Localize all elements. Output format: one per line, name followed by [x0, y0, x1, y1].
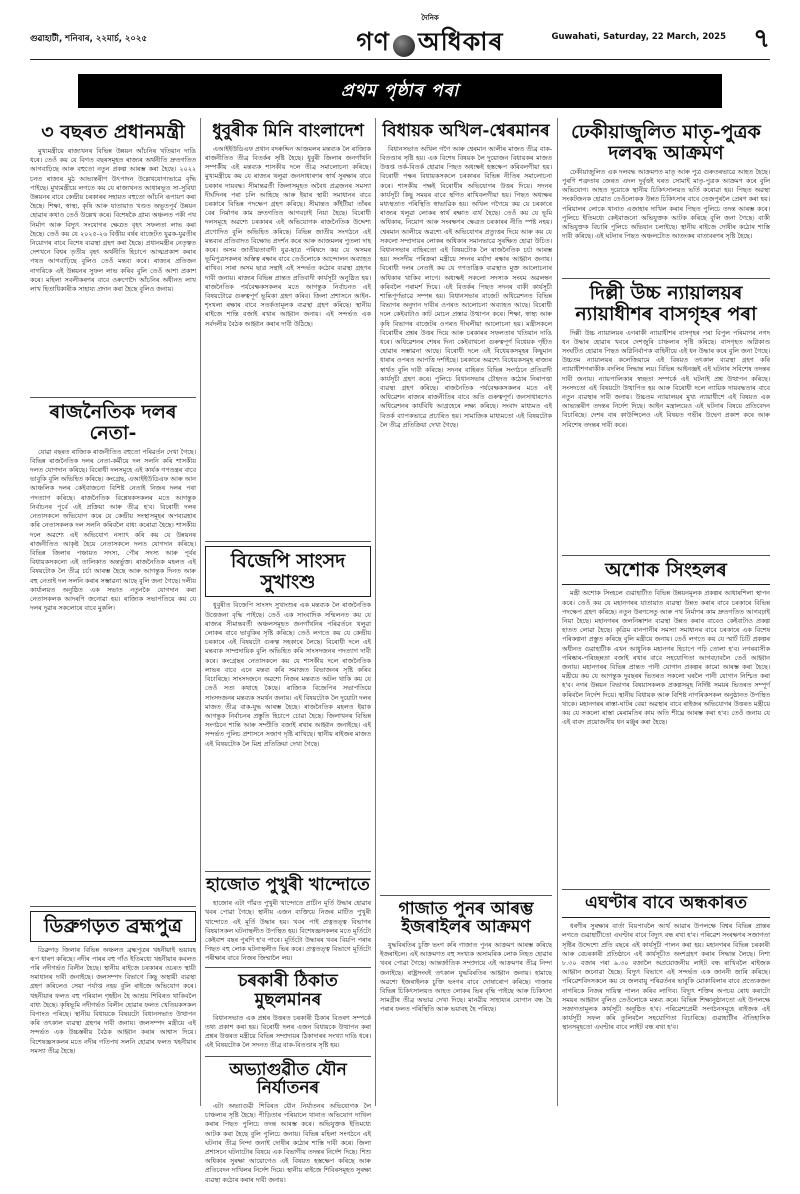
column-divider	[200, 118, 201, 1106]
article-ashok-singhal	[562, 560, 770, 886]
divider	[30, 397, 196, 398]
section-banner: প্ৰথম পৃষ্ঠাৰ পৰা	[78, 74, 722, 108]
page-header	[30, 8, 770, 60]
article-body: বিধানসভাত অখিল গগৈ আৰু শ্বেৰমান আলীৰ মাজত তীব্ৰ বাক-বিতণ্ডাৰ সৃষ্টি হয়। এক বিশেষ বিষয়ক লৈ দুয়োজন বিধায়কৰ মাজত উত্তপ্ত তৰ্ক-বিতৰ্ক হোৱাৰ পিছত অধ্যক্ষই হস্তক্ষেপ কৰিবলগীয়া হয়। বিৰোধী পক্ষৰ বিধায়কসকলে চৰকাৰৰ বিভিন্ন নীতিৰ সমালোচনা কৰে। শাসকীয় পক্ষই বিৰোধীৰ অভিযোগৰ উত্তৰ দিয়ে। সদনৰ কাৰ্যসূচী কিছু সময়ৰ বাবে স্থগিত ৰাখিবলগীয়া হয়। পিছত অধ্যক্ষৰ মধ্যস্থতাত পৰিস্থিতি স্বাভাৱিক হয়। অখিল গগৈয়ে কয় যে চৰকাৰে ৰাজ্যৰ থলুৱা লোকৰ স্বাৰ্থ ৰক্ষাত ব্যৰ্থ হৈছে। তেওঁ কয় যে ভূমি অধিকাৰ, নিয়োগ আৰু সংৰক্ষণৰ ক্ষেত্ৰত চৰকাৰৰ নীতি স্পষ্ট নহয়। শ্বেৰমান আলীয়ে অৱশ্যে এই অভিযোগৰ প্ৰত্যুত্তৰ দিয়ে আৰু কয় যে সকলো সম্প্ৰদায়ৰ লোকৰ অধিকাৰ সমানভাৱে সুৰক্ষিত হোৱা উচিত। বিধানসভাৰ বাহিৰতো এই বিষয়টোক লৈ ৰাজনৈতিক চৰ্চা আৰম্ভ হয়। সংসদীয় পৰিক্ৰমা মন্ত্ৰীয়ে সদনৰ মৰ্যাদা ৰক্ষাৰ আহ্বান জনায়। বিৰোধী দলৰ নেতাই কয় যে গণতান্ত্ৰিক ব্যৱস্থাত মুক্ত আলোচনাৰ অধিকাৰ থাকিব লাগে। অধ্যক্ষই সকলো সদস্যক সংযম অৱলম্বন কৰিবলৈ পৰামৰ্শ দিয়ে। এই বিতৰ্কৰ পিছত সদনৰ বাকী কাৰ্যসূচী শান্তিপূৰ্ণভাৱে সম্পন্ন হয়। বিধানসভাৰ বাজেট অধিৱেশনত বিভিন্ন বিভাগৰ অনুদান দাবীৰ ওপৰত আলোচনা অব্যাহত আছে। বিৰোধী দলে কেইবাটাও কাট মোচন প্ৰস্তাৱ উত্থাপন কৰে। শিক্ষা, স্বাস্থ্য আৰু কৃষি বিভাগৰ বাজেটৰ ওপৰত দীঘলীয়া আলোচনা হয়। মন্ত্ৰীসকলে বিৰোধীৰ প্ৰশ্নৰ উত্তৰ দিয়ে আৰু চৰকাৰৰ সফলতাৰ খতিয়ান দাঙি ধৰে। অধিৱেশনৰ শেষৰ দিনা কেইবাখনো গুৰুত্বপূৰ্ণ বিধেয়ক গৃহীত হোৱাৰ সম্ভাৱনা আছে। বিৰোধী দলে এই বিধেয়কসমূহৰ কিছুমান ধাৰাৰ ওপৰত আপত্তি দৰ্শাইছে। চৰকাৰে অৱশ্যে বিধেয়কসমূহ ৰাজ্যৰ স্বাৰ্থত বুলি দাবী কৰিছে। সদনৰ বাহিৰত বিভিন্ন সংগঠনে প্ৰতিবাদী কাৰ্যসূচী গ্ৰহণ কৰে। পুলিচে বিধানসভাৰ চৌহদত কঠোৰ নিৰাপত্তা ব্যৱস্থা গ্ৰহণ কৰিছে। ৰাজনৈতিক পৰ্যবেক্ষকসকলৰ মতে এই অধিৱেশন ৰাজ্যৰ ৰাজনীতিৰ বাবে অতি গুৰুত্বপূৰ্ণ। জনসাধাৰণেও অধিৱেশনৰ কাৰ্যবিধি আগ্ৰহেৰে লক্ষ্য কৰিছে। সংবাদ মাধ্যমত এই বিতৰ্ক ব্যাপকভাৱে প্ৰচাৰিত হয়। সামাজিক মাধ্যমতো এই বিষয়টোক লৈ তীব্ৰ প্ৰতিক্ৰিয়া দেখা গৈছে।	[380, 144, 552, 429]
article-high-court	[562, 283, 770, 551]
divider	[30, 906, 196, 907]
article-body: এটা অভ্যাগুৱী শিবিৰত যৌন নিৰ্যাতনৰ অভিযোগক লৈ চাঞ্চল্যৰ সৃষ্টি হৈছে। পীড়িতাৰ পৰিয়ালে থানাত অভিযোগ দাখিল কৰাৰ পিছত পুলিচে তদন্ত আৰম্ভ কৰে। অভিযুক্তক ইতিমধ্যে আটক কৰা হৈছে বুলি পুলিচে জনায়। বিভিন্ন মহিলা সংগঠনে এই ঘটনাৰ তীব্ৰ নিন্দা জনাই দোষীৰ কঠোৰ শাস্তি দাবী কৰে। জিলা প্ৰশাসনে ঘটনাটোৰ বিষয়ে এক বিভাগীয় তদন্তৰ নিৰ্দেশ দিছে। শিশু অধিকাৰ সুৰক্ষা আয়োগেও এই বিষয়ত হস্তক্ষেপ কৰিছে আৰু প্ৰতিবেদন দাখিলৰ নিৰ্দেশ দিয়ে। স্থানীয় ৰাইজে শিবিৰসমূহত সুৰক্ষা ব্যৱস্থা কঠোৰ কৰাৰ দাবী জনায়।	[205, 1101, 371, 1184]
page-number: ৭	[753, 24, 770, 54]
date-bengali: গুৱাহাটী, শনিবাৰ, ২২মাৰ্চ, ২০২৫	[30, 34, 147, 44]
column-divider	[375, 118, 376, 1106]
column-4	[562, 118, 770, 1134]
article-mini-bangladesh	[205, 122, 371, 537]
article-body: যোৱা বছৰত ৰাজ্যিক ৰাজনীতিত বহুতো পৰিৱৰ্তন দেখা গৈছে। বিভিন্ন ৰাজনৈতিক দলৰ নেতা-কৰ্মীয়ে দল সলনি কৰি শাসকীয় দলত যোগদান কৰিছে। বিৰোধী দলসমূহে এই কাৰ্যক গণতন্ত্ৰৰ বাবে ভাবুকি বুলি অভিহিত কৰিছে। কংগ্ৰেছ, এআইইউডিএফ আৰু আন আঞ্চলিক দলৰ কেইবাজনো বিশিষ্ট নেতাই নিজৰ দলৰ পৰা পদত্যাগ কৰিছে। ৰাজনৈতিক বিশ্লেষকসকলৰ মতে আগন্তুক নিৰ্বাচনৰ পূৰ্বে এই প্ৰক্ৰিয়া আৰু তীব্ৰ হ'ব। বিৰোধী দলৰ নেতাসকলে অভিযোগ কৰে যে কেন্দ্ৰীয় সংস্থাসমূহৰ অপব্যৱহাৰ কৰি নেতাসকলক দল সলনি কৰিবলৈ বাধ্য কৰোৱা হৈছে। শাসকীয় দলে অৱশ্যে এই অভিযোগ নস্যাৎ কৰি কয় যে উন্নয়নৰ ৰাজনীতিত আকৃষ্ট হৈয়ে নেতাসকলে দলত যোগদান কৰিছে। বিভিন্ন জিলাৰ পঞ্চায়ত সদস্য, পৌৰ সদস্য আৰু পূৰ্বৰ বিধায়কসকলো এই তালিকাত অন্তৰ্ভুক্ত। ৰাজনৈতিক মহলত এই বিষয়টোক লৈ তীব্ৰ চৰ্চা আৰম্ভ হৈছে আৰু আগন্তুক দিনত আৰু বহু নেতাই দল সলনি কৰাৰ সম্ভাৱনা আছে বুলি জনা গৈছে। দলীয় কাৰ্যালয়ত অনুষ্ঠিত এক সভাত নতুনকৈ যোগদান কৰা নেতাসকলক আদৰণি জনোৱা হয়। ৰাজ্যিক সভাপতিয়ে কয় যে দলৰ দুৱাৰ সকলোৰে বাবে মুকলি।	[30, 447, 196, 613]
column-3	[380, 118, 552, 1077]
article-headline: ডিব্ৰুগড়ত ব্ৰহ্মপুত্ৰ	[30, 911, 196, 942]
article-headline: ৰাজনৈতিক দলৰ নেতা-	[49, 400, 177, 444]
article-mother-son	[562, 122, 770, 274]
article-body: এআইইউডিএফ প্ৰধান বদৰুদ্দিন আজমলৰ মন্তব্যক লৈ ৰাজ্যিক ৰাজনীতিত তীব্ৰ বিতৰ্কৰ সৃষ্টি হৈছে। ধুবুৰী জিলাৰ জনগাঁথনি সম্পৰ্কীয় এই মন্তব্যক শাসকীয় দলে তীব্ৰ সমালোচনা কৰিছে। মুখ্যমন্ত্ৰীয়ে কয় যে ৰাজ্যৰ থলুৱা জনসাধাৰণৰ স্বাৰ্থ সুৰক্ষাৰ বাবে চৰকাৰ দায়বদ্ধ। সীমান্তৱৰ্তী জিলাসমূহত অবৈধ প্ৰব্ৰজনৰ সমস্যা দীৰ্ঘদিনৰ পৰা চলি আহিছে আৰু ইয়াৰ স্থায়ী সমাধানৰ বাবে চৰকাৰে বিভিন্ন পদক্ষেপ গ্ৰহণ কৰিছে। সীমান্তত কাঁইটীয়া তাঁৰৰ বেৰ নিৰ্মাণৰ কাম দ্ৰুতগতিত আগবঢ়াই নিয়া হৈছে। বিৰোধী দলসমূহে অৱশ্যে চৰকাৰৰ এই অভিযোগক ৰাজনৈতিক উদ্দেশ্য প্ৰণোদিত বুলি অভিহিত কৰিছে। বিভিন্ন জাতীয় সংগঠনে এই মন্তব্যৰ প্ৰতিবাদত বিক্ষোভ প্ৰদৰ্শন কৰে আৰু আজমলৰ পুতলা দাহ কৰে। অসম জাতীয়তাবাদী যুৱ-ছাত্ৰ পৰিষদে কয় যে অসমৰ ভূমিপুত্ৰসকলৰ অস্তিত্ব ৰক্ষাৰ বাবে তেওঁলোকে আন্দোলন অব্যাহত ৰাখিব। সাৰা অসম ছাত্ৰ সন্থাই এই সন্দৰ্ভত কঠোৰ ব্যৱস্থা গ্ৰহণৰ দাবী জনায়। ৰাজ্যৰ বিভিন্ন প্ৰান্তত প্ৰতিবাদী কাৰ্যসূচী অনুষ্ঠিত হয়। ৰাজনৈতিক পৰ্যবেক্ষকসকলৰ মতে আগন্তুক নিৰ্বাচনত এই বিষয়টোৱে গুৰুত্বপূৰ্ণ ভূমিকা গ্ৰহণ কৰিব। জিলা প্ৰশাসনে আইন-শৃংখলা ৰক্ষাৰ বাবে সতৰ্কতামূলক ব্যৱস্থা গ্ৰহণ কৰিছে। স্থানীয় ৰাইজে শান্তি বজাই ৰখাৰ আহ্বান জনায়। এই সন্দৰ্ভত এক সৰ্বদলীয় বৈঠক আহ্বান কৰাৰ দাবী উঠিছে।	[205, 144, 371, 328]
article-dibrugarh	[30, 911, 196, 1104]
article-body: বিধানসভাত এক প্ৰশ্নৰ উত্তৰত চৰকাৰী ঠিকাৰ বিতৰণ সম্পৰ্কে তথ্য প্ৰকাশ কৰা হয়। বিৰোধী দলৰ এজন বিধায়কে উত্থাপন কৰা প্ৰশ্নৰ উত্তৰত মন্ত্ৰীয়ে বিভিন্ন সম্প্ৰদায়ৰ ঠিকাদাৰৰ সংখ্যা দাঙি ধৰে। এই বিষয়টোক লৈ সদনত তীব্ৰ বাক-বিতণ্ডাৰ সৃষ্টি হয়।	[205, 1013, 371, 1050]
article-headline: চৰকাৰী ঠিকাত মুছলমানৰ	[238, 971, 338, 1010]
article-body: মুখ্যমন্ত্ৰীয়ে ৰাজ্যখনৰ বিভিন্ন উন্নয়ন আঁচনিৰ খতিয়ান দাঙি ধৰে। তেওঁ কয় যে বিগত বছৰসমূহত ৰাজ্যৰ অৰ্থনীতি দ্ৰুতগতিত আগবাঢ়িছে আৰু বহুতো নতুন প্ৰকল্প আৰম্ভ কৰা হৈছে। ২০২২ চনত ৰাজ্যৰ মুঠ আভ্যন্তৰীণ উৎপাদন উল্লেখযোগ্যভাৱে বৃদ্ধি পাইছে। মুখ্যমন্ত্ৰীয়ে লগতে কয় যে ৰাজ্যখনত আধাৰভূত সা-সুবিধা উন্নয়নৰ বাবে কেন্দ্ৰীয় চৰকাৰৰ সহায়ত বহুতো আঁচনি ৰূপায়ণ কৰা হৈছে। শিক্ষা, স্বাস্থ্য, কৃষি আৰু যাতায়াত খণ্ডত অভূতপূৰ্ব উন্নয়ন হোৱাৰ কথাও তেওঁ উল্লেখ কৰে। বিশেষকৈ গ্ৰাম্য অঞ্চলত পকী পথ নিৰ্মাণ আৰু বিদ্যুৎ সংযোগৰ ক্ষেত্ৰত বৃহৎ সফলতা লাভ কৰা হৈছে। তেওঁ কয় যে ২০২৫-২৬ বিত্তীয় বৰ্ষৰ বাজেটত যুৱক-যুৱতীৰ নিয়োগৰ বাবে বিশেষ ব্যৱস্থা গ্ৰহণ কৰা হৈছে। প্ৰধানমন্ত্ৰীৰ নেতৃত্বত দেশখনে বিশ্বৰ তৃতীয় বৃহৎ অৰ্থনীতি হিচাপে আত্মপ্ৰকাশ কৰাৰ পথত আগবাঢ়িছে বুলিও তেওঁ মন্তব্য কৰে। ৰাজ্যৰ প্ৰতিজন নাগৰিকে এই উন্নয়নৰ সুফল লাভ কৰিব বুলি তেওঁ আশা প্ৰকাশ কৰে। মহিলা সবলীকৰণৰ বাবে ওৰুণোদৈ আঁচনিৰ অধীনত লাখ লাখ হিতাধিকাৰীক সাহায্য প্ৰদান কৰা হৈছে বুলিও জনায়।	[30, 146, 196, 293]
article-earth-hour	[562, 894, 770, 1134]
article-bjp-mp	[205, 546, 371, 868]
divider	[205, 871, 371, 872]
article-harassment	[205, 1061, 371, 1194]
column-divider	[557, 118, 558, 1106]
divider	[205, 1056, 371, 1057]
column-1	[30, 118, 196, 1104]
article-hajo	[205, 876, 371, 963]
article-headline: বিধায়ক অখিল-শ্বেৰমানৰ	[382, 121, 550, 141]
article-body: ধুবুৰীত বিজেপি সাংসদ সুখাংশুৰ এক মন্তব্যক লৈ ৰাজনৈতিক উত্তেজনা বৃদ্ধি পাইছে। তেওঁ এক সাংবাদিক সন্মিলনত কয় যে ৰাজ্যৰ সীমান্তবৰ্তী অঞ্চলসমূহত জনগাঁথনিৰ পৰিৱৰ্তনে থলুৱা লোকৰ বাবে ভাবুকিৰ সৃষ্টি কৰিছে। তেওঁ লগতে কয় যে কেন্দ্ৰীয় চৰকাৰে এই বিষয়টো গুৰুত্ব সহকাৰে লৈছে। বিৰোধী দলে এই মন্তব্যক সাম্প্ৰদায়িক বুলি অভিহিত কৰি সাংসদজনৰ পদত্যাগ দাবী কৰে। কংগ্ৰেছৰ নেতাসকলে কয় যে শাসকীয় দলে ৰাজনৈতিক লাভৰ বাবে এনে মন্তব্য কৰি সমাজত বিভাজনৰ সৃষ্টি কৰিব বিচাৰিছে। সাংসদজনে অৱশ্যে নিজৰ মন্তব্যত অটল থাকি কয় যে তেওঁ সত্য কথাহে কৈছে। ৰাজ্যিক বিজেপিৰ সভাপতিয়ে সাংসদজনৰ মন্তব্যক সমৰ্থন জনায়। এই বিষয়টোক লৈ দুয়োটা দলৰ মাজত তীব্ৰ বাক-যুদ্ধ আৰম্ভ হৈছে। ৰাজনৈতিক মহলত ইয়াক আগন্তুক নিৰ্বাচনৰ প্ৰস্তুতি হিচাপে চোৱা হৈছে। জিলাখনৰ বিভিন্ন সংগঠনে শান্তি আৰু সম্প্ৰীতি বজাই ৰখাৰ আহ্বান জনাইছে। এই সন্দৰ্ভত পুলিচ প্ৰশাসনে সজাগ দৃষ্টি ৰাখিছে। স্থানীয় ৰাইজৰ মাজত এই বিষয়টোক লৈ মিশ্ৰ প্ৰতিক্ৰিয়া দেখা গৈছে।	[205, 601, 371, 748]
article-headline: ধুবুৰীক মিনি বাংলাদেশ	[212, 121, 364, 141]
article-assembly	[380, 122, 552, 891]
article-body: ধৰণীৰ সুৰক্ষাৰ বাৰ্তা বিয়পাবলৈ আর্থ আৱাৰ উপলক্ষে বিশ্বৰ বিভিন্ন প্ৰান্তৰ লগতে গুৱাহাটীতো এঘণ্টাৰ বাবে বিদ্যুৎ বন্ধ ৰখা হ'ব। পৰিৱেশ সংৰক্ষণৰ সজাগতা সৃষ্টিৰ উদ্দেশ্যে প্ৰতি বছৰে এই কাৰ্যসূচী পালন কৰা হয়। মহানগৰৰ বিভিন্ন চৰকাৰী আৰু বেচৰকাৰী প্ৰতিষ্ঠানে এই কাৰ্যসূচীত অংশগ্ৰহণ কৰাৰ সিদ্ধান্ত লৈছে। নিশা ৮.৩০ বজাৰ পৰা ৯.৩০ বজালৈ অপ্ৰয়োজনীয় লাইট বন্ধ ৰাখিবলৈ ৰাইজক আহ্বান জনোৱা হৈছে। বিদ্যুৎ বিভাগে এই সন্দৰ্ভত এক জাননী জাৰি কৰিছে। পৰিৱেশবিদসকলে কয় যে জলবায়ু পৰিৱৰ্তনৰ ভাবুকি মোকাবিলাৰ বাবে প্ৰত্যেকজন নাগৰিকে নিজৰ দায়িত্ব পালন কৰিব লাগিব। বিদ্যুৎ শক্তিৰ অপচয় ৰোধ কৰাটো সময়ৰ আহ্বান বুলিও তেওঁলোকে মন্তব্য কৰে। বিভিন্ন শিক্ষানুষ্ঠানতো এই উপলক্ষে সজাগতামূলক কাৰ্যসূচী অনুষ্ঠিত হ'ব। পৰিৱেশপ্ৰেমী সংগঠনসমূহে ৰাইজক এই কাৰ্যসূচী সফল কৰি তুলিবলৈ সহযোগিতা বিচাৰিছে। গুৱাহাটীৰ ঐতিহাসিক স্থানসমূহতো এঘণ্টাৰ বাবে লাইট বন্ধ ৰখা হ'ব।	[562, 922, 770, 1032]
article-headline: বিজেপি সাংসদ সুখাংশু	[205, 546, 371, 598]
article-body: যুদ্ধবিৰতিৰ চুক্তি ভংগ কৰি গাজাত পুনৰ আক্ৰমণ আৰম্ভ কৰিছে ইজৰাইলে। এই আক্ৰমণত বহু সংখ্যক অসামৰিক লোক নিহত হোৱাৰ খবৰ পোৱা গৈছে। আন্তৰ্জাতিক সম্প্ৰদায়ে এই আক্ৰমণৰ তীব্ৰ নিন্দা জনাইছে। ৰাষ্ট্ৰসংঘই তৎকাল যুদ্ধবিৰতিৰ আহ্বান জনায়। হামাছে অৱশ্যে ইজৰাইলক চুক্তি ভংগৰ বাবে দোষাৰোপ কৰিছে। গাজাৰ বিভিন্ন চিকিৎসালয়ত আহত লোকৰ ভিৰ বৃদ্ধি পাইছে আৰু চিকিৎসা সামগ্ৰীৰ তীব্ৰ অভাৱ দেখা দিছে। মানৱীয় সাহায্যৰ যোগান বন্ধ হৈ পৰাৰ ফলত পৰিস্থিতি আৰু ভয়াবহ হৈ পৰিছে।	[380, 941, 552, 1014]
divider	[562, 278, 770, 279]
masthead-name-a: গণ	[356, 27, 390, 56]
article-pm	[30, 122, 196, 393]
divider	[205, 967, 371, 968]
article-body: মন্ত্ৰী অশোক সিংহলে গুৱাহাটীত বিভিন্ন উন্নয়নমূলক প্ৰকল্পৰ আধাৰশিলা স্থাপন কৰে। তেওঁ কয় যে মহানগৰৰ যাতায়াত ব্যৱস্থা উন্নত কৰাৰ বাবে চৰকাৰে বিভিন্ন পদক্ষেপ গ্ৰহণ কৰিছে। নতুন উৰণসেতু আৰু পথ নিৰ্মাণৰ কাম দ্ৰুতগতিত আগবঢ়াই নিয়া হৈছে। মহানগৰৰ জলনিষ্কাশন ব্যৱস্থা উন্নত কৰাৰ বাবেও কেইবাটাও প্ৰকল্প হাতত লোৱা হৈছে। কৃত্ৰিম বানপানীৰ সমস্যা সমাধানৰ বাবে চৰকাৰে এক বিশেষ পৰিকল্পনা প্ৰস্তুত কৰিছে বুলি মন্ত্ৰীয়ে জনায়। তেওঁ লগতে কয় যে স্মাৰ্ট চিটি প্ৰকল্পৰ অধীনত গুৱাহাটীক এখন আধুনিক মহানগৰ হিচাপে গঢ়ি তোলা হ'ব। নগৰবাসীক পৰিষ্কাৰ-পৰিচ্ছন্নতা বজাই ৰখাৰ বাবে সহযোগিতা আগবঢ়াবলৈ তেওঁ আহ্বান জনায়। মহানগৰৰ বিভিন্ন প্ৰান্তত পানী যোগান প্ৰকল্পৰ কামো আৰম্ভ কৰা হৈছে। মন্ত্ৰীয়ে কয় যে আগন্তুক দুবছৰৰ ভিতৰত সকলো ঘৰলৈ পানী যোগান নিশ্চিত কৰা হ'ব। নগৰ উন্নয়ন বিভাগৰ বিষয়াসকলক প্ৰকল্পসমূহ নিৰ্দিষ্ট সময়ৰ ভিতৰত সম্পূৰ্ণ কৰিবলৈ নিৰ্দেশ দিয়ে। স্থানীয় বিধায়ক আৰু বিশিষ্ট নাগৰিকসকল অনুষ্ঠানত উপস্থিত থাকে। মহানগৰৰ ৰাস্তা-ঘাটৰ বেয়া অৱস্থাৰ বাবে ৰাইজৰ অভিযোগৰ উত্তৰত মন্ত্ৰীয়ে কয় যে সকলো ৰাস্তা মেৰামতিৰ কাম অতি শীঘ্ৰে আৰম্ভ কৰা হ'ব। তেওঁ জনায় যে এই বাবদ প্ৰয়োজনীয় ধন মঞ্জুৰ কৰা হৈছে।	[562, 589, 770, 727]
divider	[562, 555, 770, 556]
column-2	[205, 118, 371, 1194]
article-body: দিল্লী উচ্চ ন্যায়ালয়ৰ এগৰাকী ন্যায়াধীশৰ বাসগৃহৰ পৰা বিপুল পৰিমাণৰ নগদ ধন উদ্ধাৰ হোৱাৰ খবৰে দেশজুৰি চাঞ্চল্যৰ সৃষ্টি কৰিছে। বাসগৃহত অগ্নিকাণ্ড সংঘটিত হোৱাৰ পিছত অগ্নিনিৰ্বাপক বাহিনীয়ে এই ধন উদ্ধাৰ কৰে বুলি জনা গৈছে। উচ্চতম ন্যায়ালয়ৰ কলেজিয়ামে এই বিষয়ত তৎকাল ব্যৱস্থা গ্ৰহণ কৰি ন্যায়াধীশগৰাকীক বদলিৰ সিদ্ধান্ত লয়। বিভিন্ন আইনজ্ঞই এই ঘটনাৰ সবিশেষ তদন্তৰ দাবী জনায়। ন্যায়পালিকাৰ স্বচ্ছতা সম্পৰ্কে এই ঘটনাই প্ৰশ্ন উত্থাপন কৰিছে। সংসদতো এই বিষয়টো উত্থাপিত হয় আৰু বিৰোধী দলে ন্যায়িক দায়বদ্ধতাৰ বাবে নতুন ব্যৱস্থাৰ দাবী জনায়। উচ্চতম ন্যায়ালয়ৰ মুখ্য ন্যায়াধীশে এই বিষয়ত এক আভ্যন্তৰীণ তদন্তৰ নিৰ্দেশ দিছে। আইন মন্ত্ৰালয়েও এই ঘটনাৰ বিষয়ে প্ৰতিবেদন বিচাৰিছে। দেশৰ বাৰ কাউন্সিলেও এই বিষয়ত গভীৰ উদ্বেগ প্ৰকাশ কৰে আৰু সবিশেষ তদন্তৰ দাবী কৰে।	[562, 328, 770, 429]
article-headline: গাজাত পুনৰ আৰম্ভ ইজৰাইলৰ আক্ৰমণ	[398, 898, 534, 938]
article-body: হাজোৰ এটা গাঁৱত পুখুৰী খান্দোতে প্ৰাচীন মূৰ্তি উদ্ধাৰ হোৱাৰ খবৰ পোৱা গৈছে। স্থানীয় এজন ব্যক্তিয়ে নিজৰ মাটিত পুখুৰী খান্দোতে এই মূৰ্তি উদ্ধাৰ হয়। খবৰ পাই প্ৰত্নতত্ত্ব বিভাগৰ বিষয়াসকল ঘটনাস্থলীত উপস্থিত হয়। বিশেষজ্ঞসকলৰ মতে মূৰ্তিটো কেইবাশ বছৰ পুৰণি হ'ব পাৰে। মূৰ্তিটো উদ্ধাৰৰ খবৰ বিয়পি পৰাৰ পিছত বহু লোক ঘটনাস্থলীত ভিৰ কৰে। প্ৰত্নতত্ত্ব বিভাগে মূৰ্তিটো পৰীক্ষাৰ বাবে নিজৰ জিম্মালৈ লয়।	[205, 899, 371, 963]
divider	[380, 895, 552, 896]
article-headline: হাজোত পুখুৰী খান্দোতে	[206, 875, 370, 896]
article-headline: ৩ বছৰত প্ৰধানমন্ত্ৰী	[41, 121, 185, 143]
article-body: ঢেকীয়াজুলিত এক দলবদ্ধ আক্ৰমণত মাতৃ আৰু পুত্ৰ গুৰুতৰভাৱে আহত হৈছে। পুৰণি শত্ৰুতাৰ জেৰত এদল দুৰ্বৃত্তই ঘৰত সোমাই মাতৃ-পুত্ৰক আক্ৰমণ কৰে বুলি অভিযোগ। আহত দুয়োকে স্থানীয় চিকিৎসালয়ত ভৰ্তি কৰোৱা হয়। পিছত অৱস্থা সংকটজনক হোৱাত তেওঁলোকক উন্নত চিকিৎসাৰ বাবে তেজপুৰলৈ প্ৰেৰণ কৰা হয়। পৰিয়ালৰ লোকে থানাত এজাহাৰ দাখিল কৰাৰ পিছত পুলিচে তদন্ত আৰম্ভ কৰে। পুলিচে ইতিমধ্যে কেইবাজনো অভিযুক্তক আটক কৰিছে বুলি জনা গৈছে। বাকী অভিযুক্তক বিচাৰি পুলিচে অভিযান চলাইছে। স্থানীয় ৰাইজে দোষীৰ কঠোৰ শাস্তি দাবী কৰিছে। এই ঘটনাৰ পিছত অঞ্চলটোত আতংকৰ বাতাবৰণৰ সৃষ্টি হৈছে।	[562, 167, 770, 241]
masthead-pre: দৈনিক	[421, 14, 439, 22]
article-headline: অভ্যাগুৱীত যৌন নিৰ্যাতনৰ	[229, 1059, 347, 1099]
date-english: Guwahati, Saturday, 22 March, 2025	[551, 32, 726, 42]
article-contractor	[205, 972, 371, 1051]
masthead-logo	[330, 12, 530, 65]
article-headline: এঘণ্টাৰ বাবে অন্ধকাৰত	[562, 894, 770, 918]
article-gaza	[380, 900, 552, 1077]
article-political	[30, 402, 196, 902]
article-body: ডিব্ৰুগড় জিলাৰ বিভিন্ন অঞ্চলত ব্ৰহ্মপুত্ৰৰ খহনীয়াই ভয়াবহ ৰূপ ধাৰণ কৰিছে। নদীৰ পাৰৰ বহু গাঁও ইতিমধ্যে খহনীয়াৰ কবলত পৰি নদীগৰ্ভত বিলীন হৈছে। স্থানীয় ৰাইজে চৰকাৰৰ ওচৰত স্থায়ী সমাধানৰ দাবী জনাইছে। জলসম্পদ বিভাগে কিছু অস্থায়ী ব্যৱস্থা গ্ৰহণ কৰিলেও সেয়া পৰ্যাপ্ত নহয় বুলি ৰাইজে অভিযোগ কৰে। খহনীয়াৰ ফলত বহু পৰিয়াল গৃহহীন হৈ আশ্ৰয় শিবিৰত থাকিবলৈ বাধ্য হৈছে। কৃষিভূমি নদীগৰ্ভত বিলীন হোৱাৰ ফলত খেতিয়কসকল বিপাংত পৰিছে। স্থানীয় বিধায়কে বিষয়টো বিধানসভাত উত্থাপন কৰি তৎকাল ব্যৱস্থা গ্ৰহণৰ দাবী জনায়। জলসম্পদ মন্ত্ৰীয়ে এই সন্দৰ্ভত এক উচ্চস্তৰীয় বৈঠক আহ্বান কৰাৰ আশ্বাস দিয়ে। বিশেষজ্ঞসকলৰ মতে নদীৰ গতিপথ সলনি হোৱাৰ ফলত খহনীয়াৰ সমস্যা তীব্ৰ হৈছে।	[30, 945, 196, 1055]
masthead-name-b: অধিকাৰ	[417, 27, 504, 56]
divider	[562, 889, 770, 890]
globe-icon	[393, 35, 415, 57]
article-headline: ঢেকীয়াজুলিত মাতৃ-পুত্ৰক দলবদ্ধ আক্ৰমণ	[571, 121, 761, 164]
article-headline: অশোক সিংহলৰ	[562, 560, 770, 586]
article-headline: দিল্লী উচ্চ ন্যায়ালয়ৰ ন্যায়াধীশৰ বাসগৃহৰ পৰা	[575, 281, 757, 325]
divider	[205, 541, 371, 542]
